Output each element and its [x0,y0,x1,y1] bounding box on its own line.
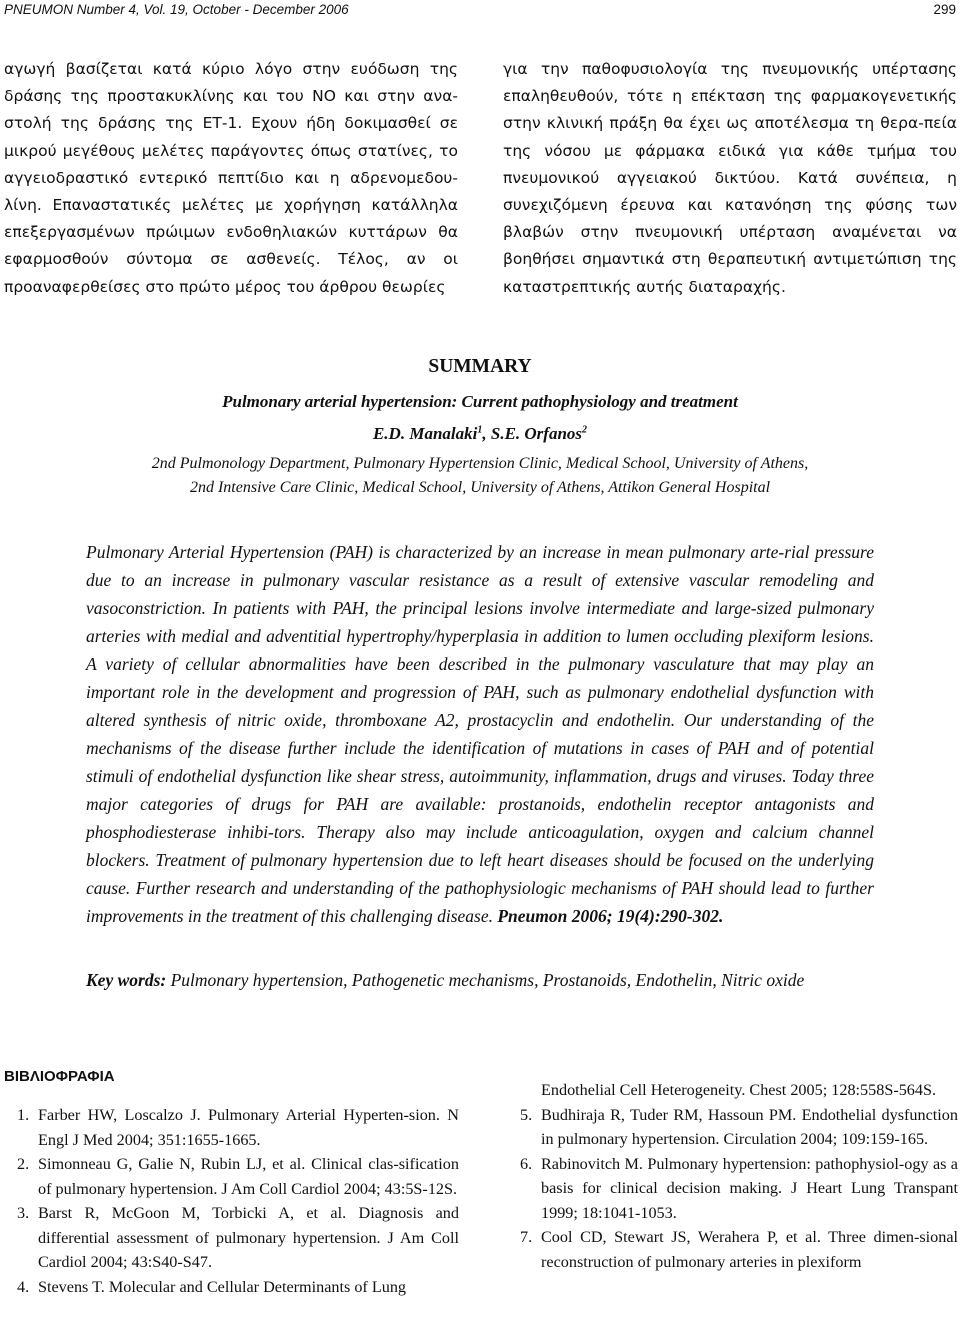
author-2: S.E. Orfanos [490,424,583,443]
reference-item [17,1275,459,1300]
references-left-column [17,1103,459,1299]
author-2-affiliation-mark: 2 [582,424,588,436]
reference-item [520,1152,958,1226]
reference-item [17,1201,459,1275]
article-title: Pulmonary arterial hypertension: Current pathophysiology and treatment [222,392,738,411]
references-heading: ΒΙΒΛΙΟΦΡΑΦΙΑ [4,1068,115,1085]
reference-item [17,1152,459,1201]
abstract [86,538,874,930]
reference-number: 1. [17,1106,30,1124]
affiliation-1: 2nd Pulmonology Department, Pulmonary Hypertension Clinic, Medical School, University of Athens, [151,455,809,472]
reference-number: 6. [520,1154,533,1173]
greek-text-left-column [4,56,458,301]
reference-text: Simonneau G, Galie N, Rubin LJ, et al. Clinical clas-sification of pulmonary hypertension. J Am Coll Cardiol 2004; 43:5S-12S. [38,1155,459,1198]
author-1-affiliation-mark: 1 [477,424,483,436]
author-separator: , [482,424,491,443]
keywords-label: Key words: [86,970,167,990]
summary-heading: SUMMARY [428,356,532,377]
reference-number: 4. [17,1277,30,1296]
greek-paragraph-left: αγωγή βασίζεται κατά κύριο λόγο στην ευόδωση της δράσης της προστακυκλίνης και του ΝΟ και στην ανα-στολή της δράσης της ΕΤ-1. Εχουν ήδη δοκιμασθεί σε μικρού μεγέθους μελέτες παράγοντες όπως στατίνες, το αγγειοδραστικό εντερικό πεπτίδιο και η αδρενομεδου-λίνη. Επαναστατικές μελέτες με χορήγηση κατάλληλα επεξεργασμένων πρώιμων ενδοθηλιακών κυττάρων θα εφαρμοσθούν σύντομα σε ασθενείς. Τέλος, αν οι προαναφερθείσες στο πρώτο μέρος του άρθρου θεωρίες [4,60,458,296]
reference-number: 7. [520,1228,533,1246]
citation: Pneumon 2006; 19(4):290-302. [497,906,724,926]
author-1: E.D. Manalaki [372,424,478,443]
reference-text: Endothelial Cell Heterogeneity. Chest 2005; 128:558S-564S. [541,1081,937,1099]
reference-number: 2. [17,1155,30,1173]
reference-text: Stevens T. Molecular and Cellular Determinants of Lung [38,1277,407,1296]
reference-text: Barst R, McGoon M, Torbicki A, et al. Diagnosis and differential assessment of pulmonary hypertension. J Am Coll Cardiol 2004; 43:S40-S47. [38,1204,459,1271]
greek-paragraph-right: για την παθοφυσιολογία της πνευμονικής υπέρτασης επαληθευθούν, τότε η επέκταση της φαρμακογενετικής στην κλινική πράξη θα έχει ως αποτέλεσμα τη θερα-πεία της νόσου με φάρμακα ειδικά για κάθε τμήμα του πνευμονικού αγγειακού δικτύου. Κατά συνέπεια, η συνεχιζόμενη έρευνα και κατανόηση της φύσης των βλαβών στην πνευμονική υπέρταση αναμένεται να βοηθήσει σημαντικά στη θεραπευτική αντιμετώπιση της καταστρεπτικής αυτής διαταραχής. [503,60,957,296]
reference-continuation [520,1078,958,1103]
reference-item [17,1103,459,1152]
reference-item [520,1103,958,1152]
summary-section [0,356,960,500]
reference-text: Cool CD, Stewart JS, Werahera P, et al. Three dimen-sional reconstruction of pulmonary arteries in plexiform [541,1228,958,1271]
abstract-text: Pulmonary Arterial Hypertension (PAH) is characterized by an increase in mean pulmonary arte-rial pressure due to an increase in pulmonary vascular resistance as a result of extensive vascular remodeling and vasoconstriction. In patients with PAH, the principal lesions involve intermediate and large-sized pulmonary arteries with medial and adventitial hypertrophy/hyperplasia in addition to lumen occluding plexiform lesions. A variety of cellular abnormalities have been described in the pulmonary vasculature that may play an important role in the development and progression of PAH, such as pulmonary endothelial dysfunction with altered synthesis of nitric oxide, thromboxane A2, prostacyclin and endothelin. Our understanding of the mechanisms of the disease further include the identification of mutations in cases of PAH and of potential stimuli of endothelial dysfunction like shear stress, autoimmunity, inflammation, drugs and viruses. Today three major categories of drugs for PAH are available: prostanoids, endothelin receptor antagonists and phosphodiesterase inhibi-tors. Therapy also may include anticoagulation, oxygen and calcium channel blockers. Treatment of pulmonary hypertension due to left heart diseases should be focused on the underlying cause. Further research and understanding of the pathophysiologic mechanisms of PAH should lead to further improvements in the treatment of this challenging disease. [86,542,874,926]
authors [0,424,960,444]
reference-number: 3. [17,1204,30,1222]
affiliation-2: 2nd Intensive Care Clinic, Medical School, University of Athens, Attikon General Hospital [189,479,771,496]
reference-text: Farber HW, Loscalzo J. Pulmonary Arterial Hyperten-sion. N Engl J Med 2004; 351:1655-1665. [38,1106,459,1149]
references-right-column [520,1078,958,1274]
reference-text: Rabinovitch M. Pulmonary hypertension: pathophysiol-ogy as a basis for clinical decision making. J Heart Lung Transpant 1999; 18:1041-1053. [541,1154,958,1222]
reference-text: Budhiraja R, Tuder RM, Hassoun PM. Endothelial dysfunction in pulmonary hypertension. Circulation 2004; 109:159-165. [541,1105,958,1148]
reference-number: 5. [520,1105,533,1124]
running-header [0,0,960,22]
keywords [86,966,874,994]
page-number: 299 [933,2,956,17]
affiliations [0,452,960,500]
reference-item [520,1225,958,1274]
keywords-text: Pulmonary hypertension, Pathogenetic mechanisms, Prostanoids, Endothelin, Nitric oxide [170,970,805,990]
greek-text-right-column [503,56,957,301]
journal-info: PNEUMON Number 4, Vol. 19, October - December 2006 [4,2,349,17]
